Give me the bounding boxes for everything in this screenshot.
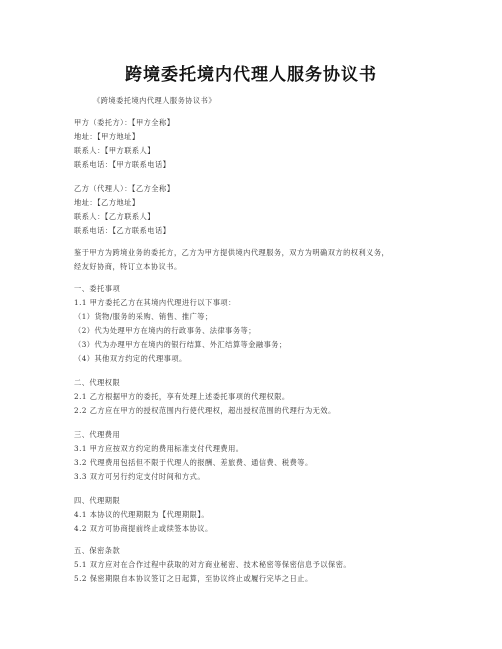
party-b-phone: 联系电话：【乙方联系电话】	[74, 226, 171, 235]
document-title: 跨境委托境内代理人服务协议书	[125, 65, 377, 85]
preamble-line-1: 鉴于甲方为跨境业务的委托方，乙方为甲方提供境内代理服务，双方为明确双方的权利义务，	[74, 248, 390, 257]
party-b-contact: 联系人：【乙方联系人】	[74, 212, 155, 221]
clause-1-item-4: （4）其他双方约定的代理事项。	[74, 354, 187, 363]
section-3-heading: 三、代理费用	[74, 430, 121, 439]
clause-3-3: 3.3 双方可另行约定支付时间和方式。	[74, 472, 206, 481]
clause-1-item-1: （1）货物/服务的采购、销售、推广等；	[74, 312, 213, 321]
clause-3-2: 3.2 代理费用包括但不限于代理人的报酬、差旅费、通信费、税费等。	[74, 458, 313, 467]
clause-3-1: 3.1 甲方应按双方约定的费用标准支付代理费用。	[74, 444, 244, 453]
clause-5-1: 5.1 双方应对在合作过程中获取的对方商业秘密、技术秘密等保密信息予以保密。	[74, 560, 352, 569]
section-2-heading: 二、代理权限	[74, 378, 121, 387]
clause-1-1: 1.1 甲方委托乙方在其境内代理进行以下事项：	[74, 298, 236, 307]
party-b-name: 乙方（代理人）：【乙方全称】	[74, 184, 175, 193]
section-4-heading: 四、代理期限	[74, 496, 121, 505]
clause-1-item-3: （3）代为办理甲方在境内的银行结算、外汇结算等金融事务；	[74, 340, 287, 349]
clause-2-2: 2.2 乙方应在甲方的授权范围内行使代理权，超出授权范围的代理行为无效。	[74, 406, 336, 415]
clause-4-1: 4.1 本协议的代理期限为【代理期限】。	[74, 510, 210, 519]
party-a-contact: 联系人：【甲方联系人】	[74, 146, 155, 155]
document-subtitle: 《跨境委托境内代理人服务协议书》	[93, 96, 217, 105]
clause-5-2: 5.2 保密期限自本协议签订之日起算，至协议终止或履行完毕之日止。	[74, 574, 313, 583]
section-5-heading: 五、保密条款	[74, 546, 121, 555]
party-a-address: 地址：【甲方地址】	[74, 132, 140, 141]
party-a-name: 甲方（委托方）：【甲方全称】	[74, 118, 175, 127]
section-1-heading: 一、委托事项	[74, 284, 121, 293]
clause-4-2: 4.2 双方可协商提前终止或续签本协议。	[74, 524, 213, 533]
party-b-address: 地址：【乙方地址】	[74, 198, 140, 207]
preamble-line-2: 经友好协商，特订立本协议书。	[74, 262, 182, 271]
clause-2-1: 2.1 乙方根据甲方的委托，享有处理上述委托事项的代理权限。	[74, 392, 290, 401]
party-a-phone: 联系电话：【甲方联系电话】	[74, 160, 171, 169]
clause-1-item-2: （2）代为处理甲方在境内的行政事务、法律事务等；	[74, 326, 256, 335]
